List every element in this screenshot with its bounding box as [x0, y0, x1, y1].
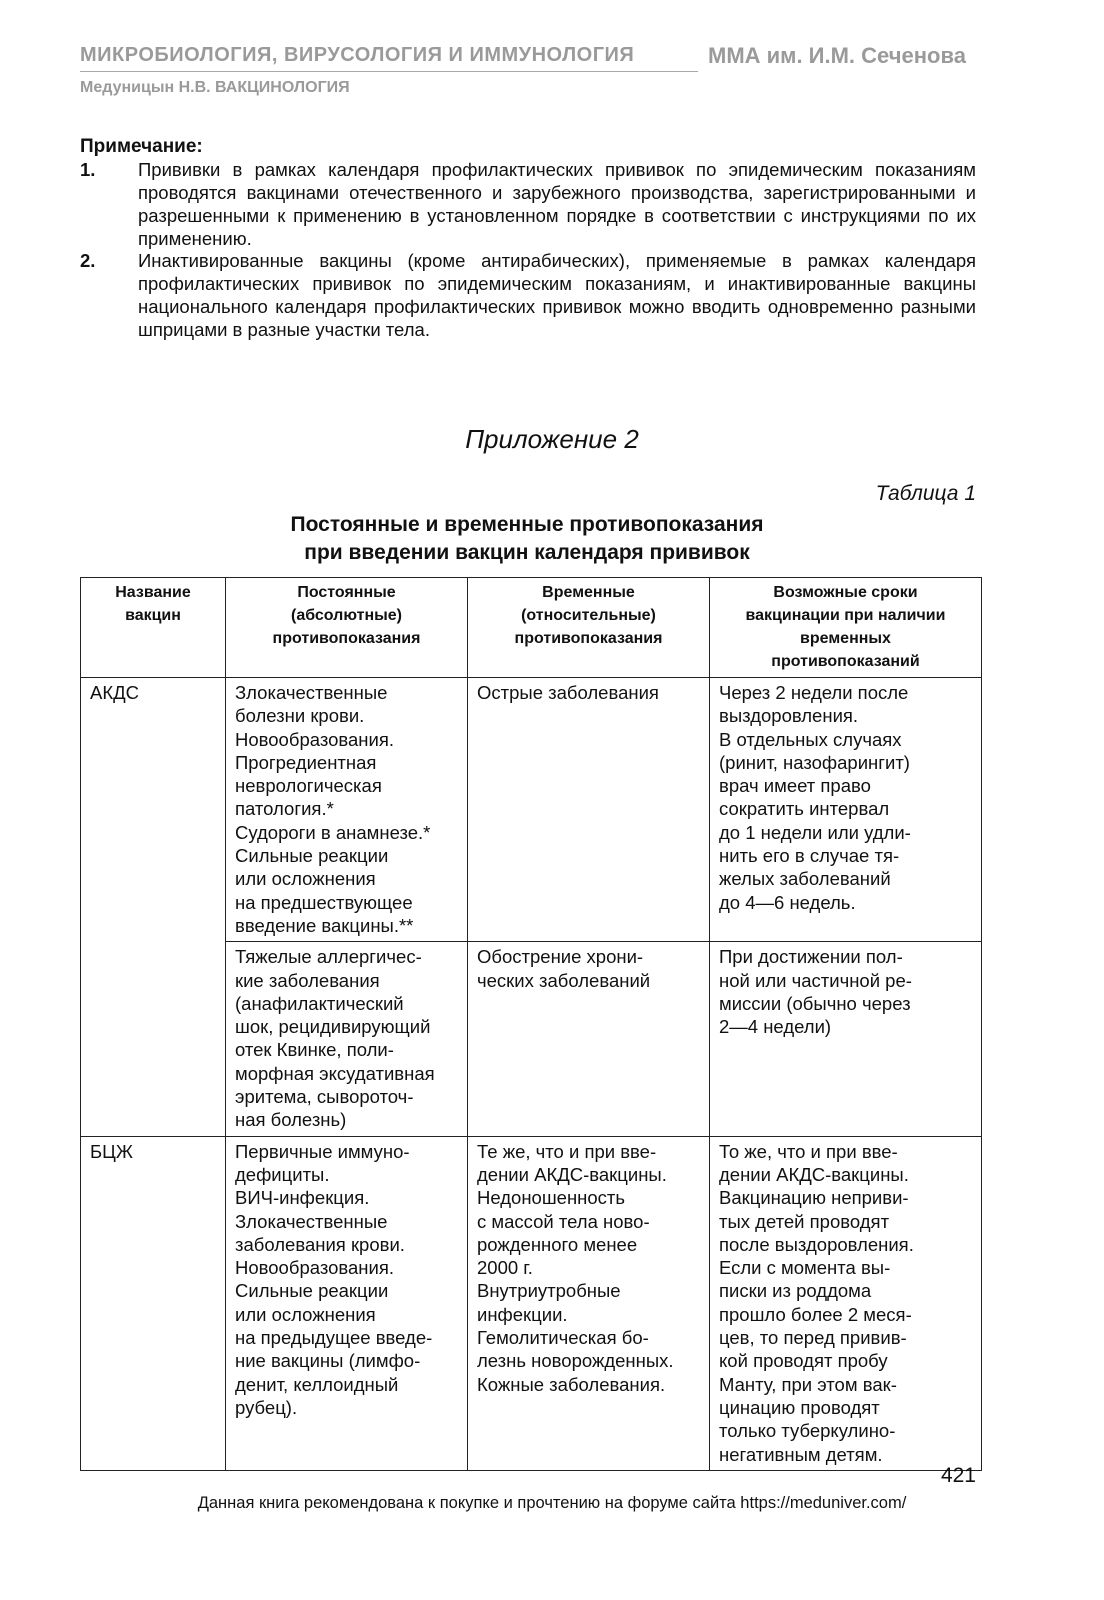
- cell-line: рубец).: [235, 1396, 298, 1418]
- cell-line: Судороги в анамнезе.*: [235, 821, 431, 843]
- cell-line: вакцинации при наличии: [745, 607, 946, 624]
- temporary-cell: [468, 678, 710, 942]
- cell-line: врач имеет право: [719, 775, 871, 797]
- cell-line: В отдельных случаях: [719, 728, 902, 750]
- cell-line: При достижении пол-: [719, 946, 903, 968]
- cell-line: цинацию проводят: [719, 1396, 880, 1418]
- cell-line: выздоровления.: [719, 705, 859, 727]
- cell-line: негативным детям.: [719, 1443, 883, 1465]
- cell-line: противопоказания: [514, 630, 663, 647]
- cell-line: ной или частичной ре-: [719, 969, 912, 991]
- cell-line: Прогредиентная: [235, 751, 377, 773]
- cell-line: до 1 недели или удли-: [719, 821, 911, 843]
- table-header-row: [81, 578, 982, 678]
- cell-line: цев, то перед привив-: [719, 1327, 907, 1349]
- cell-line: Сильные реакции: [235, 845, 389, 867]
- cell-line: Первичные иммуно-: [235, 1140, 410, 1162]
- cell-line: морфная эксудативная: [235, 1062, 435, 1084]
- footer-text: Данная книга рекомендована к покупке и прочтению на форуме сайта https://meduniver.com/: [197, 1494, 907, 1512]
- cell-line: или осложнения: [235, 868, 376, 890]
- cell-line: рожденного менее: [477, 1233, 638, 1255]
- cell-line: Тяжелые аллергичес-: [235, 946, 422, 968]
- cell-line: временных: [800, 630, 891, 647]
- cell-line: желых заболеваний: [719, 868, 891, 890]
- cell-line: (относительные): [521, 607, 656, 624]
- cell-line: противопоказания: [272, 630, 421, 647]
- note-number: 2.: [80, 250, 96, 271]
- permanent-cell: [226, 942, 468, 1136]
- table-title-line: Постоянные и временные противопоказания: [290, 513, 764, 536]
- cell-line: кой проводят пробу: [719, 1350, 888, 1372]
- terms-cell: [710, 942, 982, 1136]
- cell-line: Новообразования.: [235, 728, 394, 750]
- cell-line: миссии (обычно через: [719, 992, 911, 1014]
- cell-line: с массой тела ново-: [477, 1210, 650, 1232]
- contraindications-table: [80, 577, 982, 1471]
- cell-line: вакцин: [125, 607, 181, 624]
- cell-line: патология.*: [235, 798, 334, 820]
- cell-line: Злокачественные: [235, 1210, 388, 1232]
- cell-line: дении АКДС-вакцины.: [719, 1163, 909, 1185]
- cell-line: инфекции.: [477, 1303, 568, 1325]
- cell-line: на предшествующее: [235, 891, 413, 913]
- cell-line: Острые заболевания: [477, 682, 659, 703]
- cell-line: дефициты.: [235, 1163, 330, 1185]
- table-row: [81, 678, 982, 942]
- table-number: Таблица 1: [875, 482, 976, 505]
- cell-line: отек Квинке, поли-: [235, 1039, 394, 1061]
- cell-line: Кожные заболевания.: [477, 1373, 666, 1395]
- note-title: Примечание:: [80, 136, 203, 157]
- cell-line: Временные: [542, 584, 635, 601]
- cell-line: Возможные сроки: [773, 584, 918, 601]
- terms-cell: [710, 678, 982, 942]
- header-temporary: [468, 578, 710, 678]
- cell-line: Название: [115, 584, 191, 601]
- table-title-line: при введении вакцин календаря прививок: [304, 541, 750, 564]
- header-rule: [80, 71, 698, 72]
- cell-line: прошло более 2 меся-: [719, 1303, 912, 1325]
- header-permanent: [226, 578, 468, 678]
- appendix-title: Приложение 2: [465, 424, 639, 454]
- cell-line: Манту, при этом вак-: [719, 1373, 897, 1395]
- cell-line: неврологическая: [235, 775, 382, 797]
- header-subtitle: Медуницын Н.В. ВАКЦИНОЛОГИЯ: [80, 79, 350, 96]
- cell-line: кие заболевания: [235, 969, 380, 991]
- cell-line: Через 2 недели после: [719, 682, 909, 703]
- temporary-cell: [468, 1136, 710, 1470]
- cell-line: тых детей проводят: [719, 1210, 890, 1232]
- permanent-cell: [226, 678, 468, 942]
- cell-line: (ринит, назофарингит): [719, 751, 910, 773]
- table-row: [81, 1136, 982, 1470]
- cell-line: Внутриутробные: [477, 1280, 621, 1302]
- cell-line: дении АКДС-вакцины.: [477, 1163, 667, 1185]
- cell-line: только туберкулино-: [719, 1420, 896, 1442]
- header-vaccine-name: [81, 578, 226, 678]
- cell-line: То же, что и при вве-: [719, 1140, 898, 1162]
- cell-line: сократить интервал: [719, 798, 890, 820]
- cell-line: (анафилактический: [235, 992, 404, 1014]
- header-terms: [710, 578, 982, 678]
- note-number: 1.: [80, 159, 96, 180]
- cell-line: противопоказаний: [771, 653, 920, 670]
- cell-line: Злокачественные: [235, 682, 388, 703]
- cell-line: заболевания крови.: [235, 1233, 405, 1255]
- cell-line: 2—4 недели): [719, 1016, 832, 1038]
- cell-line: Гемолитическая бо-: [477, 1327, 649, 1349]
- cell-line: (абсолютные): [291, 607, 402, 624]
- note-text: Прививки в рамках календаря профилактических прививок по эпидемическим показаниям проводятся вакцинами отечественного и зарубежного производства, зарегистрированными и разрешенными к применению в установленном порядке в соответствии с инструкциями по их применению.: [138, 159, 976, 249]
- vaccine-name-bcg: БЦЖ: [81, 1136, 226, 1470]
- cell-line: Сильные реакции: [235, 1280, 389, 1302]
- cell-line: эритема, сывороточ-: [235, 1086, 414, 1108]
- cell-line: денит, келлоидный: [235, 1373, 399, 1395]
- cell-line: болезни крови.: [235, 705, 365, 727]
- cell-line: после выздоровления.: [719, 1233, 914, 1255]
- header-title: МИКРОБИОЛОГИЯ, ВИРУСОЛОГИЯ И ИММУНОЛОГИЯ: [80, 44, 635, 66]
- cell-line: шок, рецидивирующий: [235, 1016, 431, 1038]
- page-number: 421: [940, 1464, 976, 1487]
- cell-line: ние вакцины (лимфо-: [235, 1350, 421, 1372]
- cell-line: Постоянные: [297, 584, 396, 601]
- note-text: Инактивированные вакцины (кроме антирабических), применяемые в рамках календаря профилактических прививок по эпидемическим показаниям, и инактивированные вакцины национального календаря профилактических прививок можно вводить одновременно разными шприцами в разные участки тела.: [138, 250, 976, 340]
- cell-line: нить его в случае тя-: [719, 845, 900, 867]
- cell-line: на предыдущее введе-: [235, 1327, 433, 1349]
- cell-line: писки из роддома: [719, 1280, 872, 1302]
- temporary-cell: [468, 942, 710, 1136]
- cell-line: Вакцинацию неприви-: [719, 1187, 909, 1209]
- cell-line: Те же, что и при вве-: [477, 1140, 657, 1162]
- note-item: [80, 249, 976, 341]
- cell-line: ВИЧ-инфекция.: [235, 1187, 370, 1209]
- cell-line: ческих заболеваний: [477, 969, 651, 991]
- cell-line: Если с момента вы-: [719, 1257, 891, 1279]
- permanent-cell: [226, 1136, 468, 1470]
- cell-line: 2000 г.: [477, 1257, 533, 1279]
- cell-line: лезнь новорожденных.: [477, 1350, 674, 1372]
- header-institution: ММА им. И.М. Сеченова: [708, 43, 966, 68]
- cell-line: введение вакцины.**: [235, 914, 414, 936]
- table-title: [0, 511, 1054, 567]
- cell-line: ная болезнь): [235, 1109, 347, 1131]
- cell-line: Недоношенность: [477, 1187, 626, 1209]
- cell-line: до 4—6 недель.: [719, 891, 856, 913]
- cell-line: Обострение хрони-: [477, 946, 644, 968]
- cell-line: Новообразования.: [235, 1257, 394, 1279]
- note-item: [80, 158, 976, 250]
- vaccine-name-akds: АКДС: [81, 678, 226, 1137]
- terms-cell: [710, 1136, 982, 1470]
- cell-line: или осложнения: [235, 1303, 376, 1325]
